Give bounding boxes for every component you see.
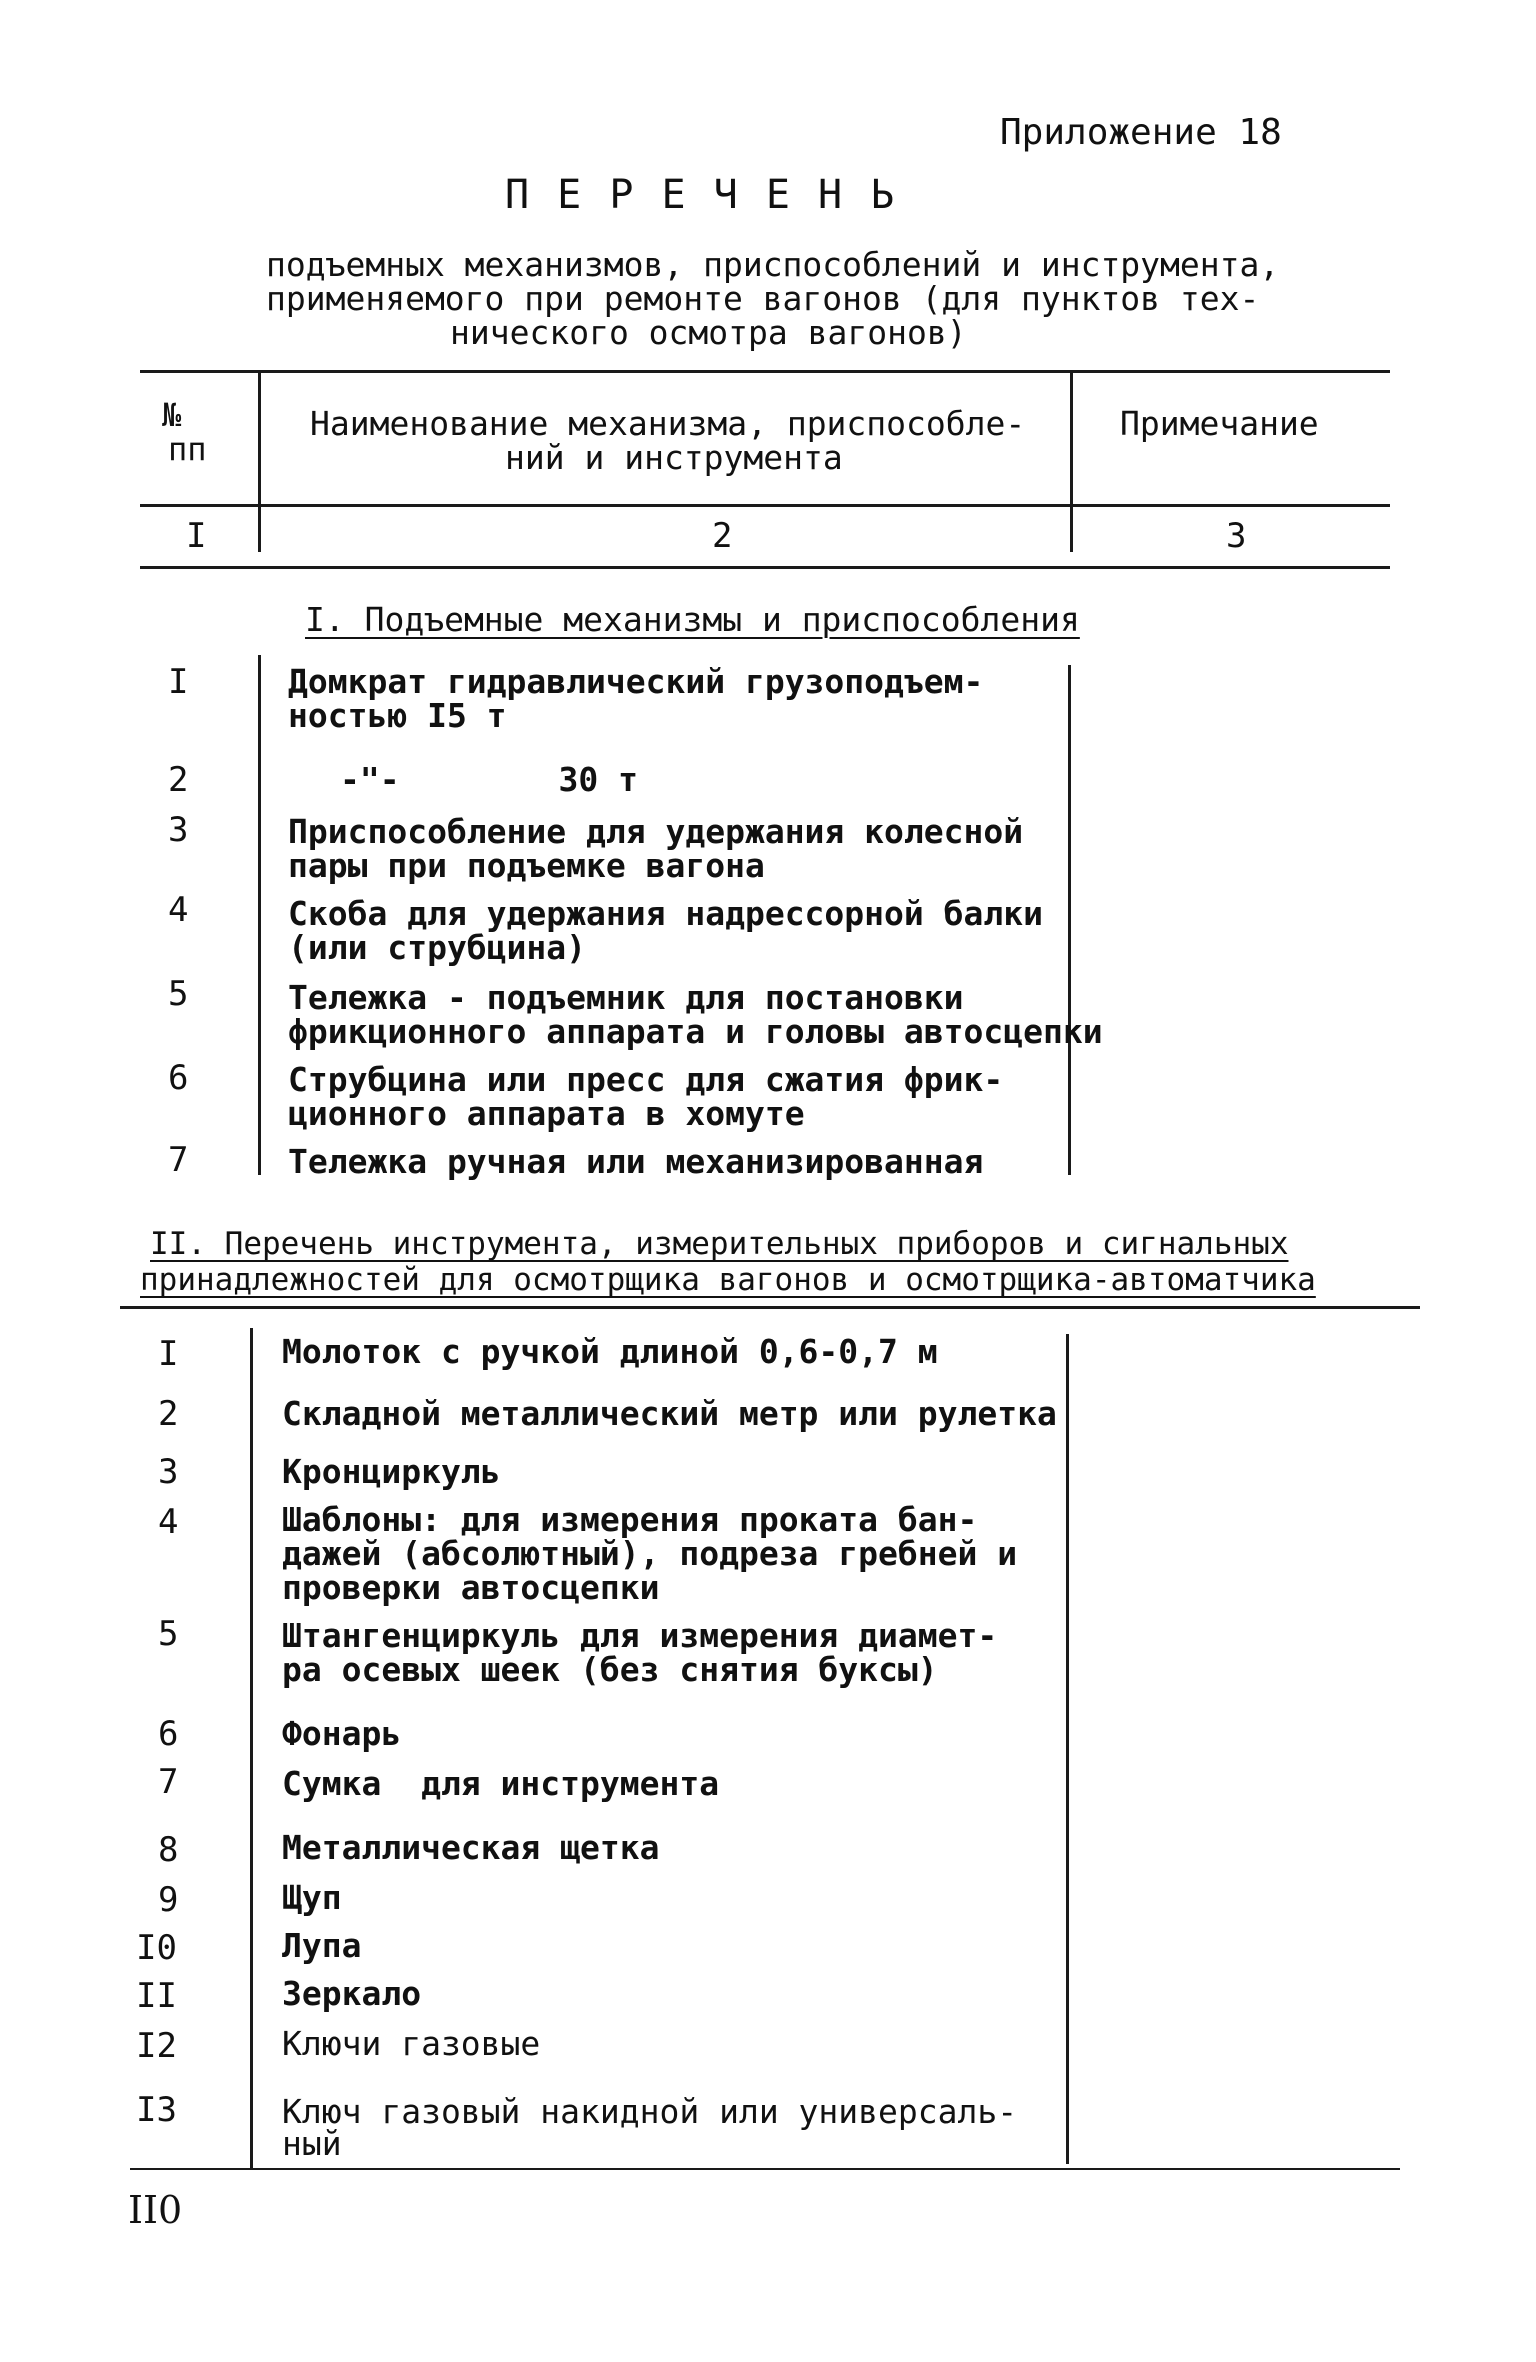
header-top-rule (140, 370, 1390, 373)
section2-title-line2: принадлежностей для осмотрщика вагонов и осмотрщика-автоматчика (140, 1262, 1316, 1298)
page-title: П Е Р Е Ч Е Н Ь (505, 172, 897, 218)
s1-item-text: Струбцина или пресс для сжатия фрик- (288, 1060, 1004, 1099)
section2-right-rule (1066, 1334, 1069, 2164)
s1-item-text: ционного аппарата в хомуте (288, 1094, 805, 1133)
s2-item-text: Кронциркуль (282, 1452, 501, 1491)
section1-title: I. Подъемные механизмы и приспособления (305, 600, 1080, 639)
s2-item-number: 6 (158, 1714, 179, 1754)
section2-left-rule (250, 1328, 253, 2170)
header-colnum-3: 3 (1226, 516, 1247, 556)
s1-item-number: 6 (168, 1058, 189, 1098)
s1-item-number: 4 (168, 890, 189, 930)
s1-item-text: (или струбцина) (288, 928, 587, 967)
s1-item-text: Домкрат гидравлический грузоподъем- (288, 662, 984, 701)
page-number: II0 (128, 2188, 183, 2232)
s2-item-number: 4 (158, 1502, 179, 1542)
s1-item-text: Тележка - подъемник для постановки (288, 978, 964, 1017)
s2-item-text: Штангенциркуль для измерения диамет- (282, 1616, 998, 1655)
header-col3: Примечание (1120, 404, 1319, 443)
subtitle-line-3: нического осмотра вагонов) (450, 313, 967, 352)
s2-item-text: Ключ газовый накидной или универсаль- (282, 2092, 1018, 2131)
subtitle-line-2: применяемого при ремонте вагонов (для пунктов тех- (266, 279, 1260, 318)
s2-item-text: Молоток с ручкой длиной 0,6-0,7 м (282, 1332, 938, 1371)
s1-item-number: 2 (168, 760, 189, 800)
header-col2-line1: Наименование механизма, приспособле- (310, 404, 1026, 443)
s2-item-number: I2 (136, 2026, 177, 2066)
s2-item-number: 2 (158, 1394, 179, 1434)
bottom-rule (130, 2168, 1400, 2170)
s2-item-text: Зеркало (282, 1974, 422, 2013)
s1-item-number: 3 (168, 810, 189, 850)
s1-item-text: Приспособление для удержания колесной (288, 812, 1024, 851)
s2-item-number: 3 (158, 1452, 179, 1492)
s2-item-text: Сумка для инструмента (282, 1764, 720, 1803)
s1-item-text: ностью I5 т (288, 696, 507, 735)
s2-item-text: ный (282, 2124, 342, 2163)
section2-top-rule (120, 1306, 1420, 1309)
header-colnum-1: I (186, 516, 207, 556)
s1-item-text: -"- 30 т (340, 760, 639, 799)
s2-item-text: Металлическая щетка (282, 1828, 660, 1867)
s2-item-text: проверки автосцепки (282, 1568, 660, 1607)
s1-item-text: Тележка ручная или механизированная (288, 1142, 984, 1181)
s2-item-number: 5 (158, 1614, 179, 1654)
section2-title-line1: II. Перечень инструмента, измерительных приборов и сигнальных (150, 1226, 1289, 1262)
header-colnum-2: 2 (712, 516, 733, 556)
s2-item-number: 9 (158, 1880, 179, 1920)
s1-item-text: фрикционного аппарата и головы автосцепки (288, 1012, 1103, 1051)
s2-item-text: Фонарь (282, 1714, 402, 1753)
s2-item-number: II (136, 1976, 177, 2016)
s2-item-text: Щуп (282, 1878, 342, 1917)
s1-item-text: Скоба для удержания надрессорной балки (288, 894, 1043, 933)
s2-item-text: дажей (абсолютный), подреза гребней и (282, 1534, 1018, 1573)
s2-item-text: Складной металлический метр или рулетка (282, 1394, 1057, 1433)
s2-item-text: ра осевых шеек (без снятия буксы) (282, 1650, 938, 1689)
subtitle-line-1: подъемных механизмов, приспособлений и инструмента, (266, 245, 1280, 284)
s2-item-number: 7 (158, 1762, 179, 1802)
s2-item-text: Шаблоны: для измерения проката бан- (282, 1500, 978, 1539)
s2-item-text: Ключи газовые (282, 2024, 541, 2063)
header-col1-line1: № (162, 396, 182, 434)
header-col2-line2: ний и инструмента (505, 438, 843, 477)
s1-item-text: пары при подъемке вагона (288, 846, 765, 885)
s2-item-number: I3 (136, 2090, 177, 2130)
s2-item-number: I0 (136, 1928, 177, 1968)
s1-item-number: I (168, 662, 189, 702)
section1-right-rule (1068, 665, 1071, 1175)
header-col-divider-2 (1070, 372, 1073, 552)
header-col-divider-1 (258, 372, 261, 552)
appendix-label: Приложение 18 (1000, 112, 1282, 153)
s2-item-number: I (158, 1334, 179, 1374)
s2-item-number: 8 (158, 1830, 179, 1870)
s1-item-number: 5 (168, 974, 189, 1014)
header-col1-line2: пп (168, 430, 207, 468)
header-mid-rule (140, 504, 1390, 507)
s2-item-text: Лупа (282, 1926, 362, 1965)
header-bottom-rule (140, 566, 1390, 569)
s1-item-number: 7 (168, 1140, 189, 1180)
section1-left-rule (258, 655, 261, 1175)
